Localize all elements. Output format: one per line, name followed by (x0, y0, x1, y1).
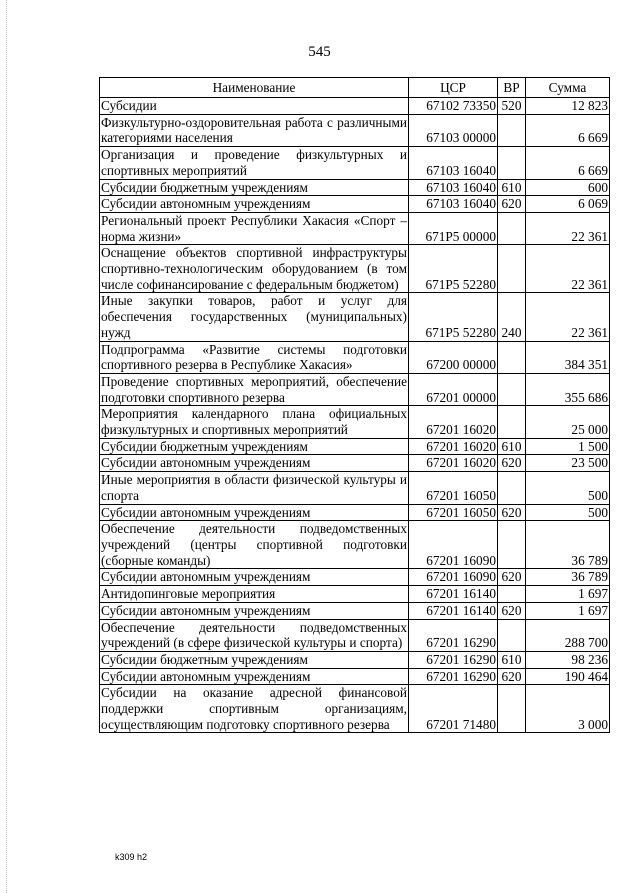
row-csr: 67201 16020 (409, 455, 498, 472)
page-number: 545 (308, 44, 331, 60)
table-row (100, 245, 610, 293)
row-name: Иные закупки товаров, работ и услуг для обеспечения государственных (муниципальных) нужд (101, 293, 407, 340)
row-csr: 67201 16050 (409, 504, 498, 521)
row-name: Региональный проект Республики Хакасия «Спорт – норма жизни» (101, 212, 407, 244)
table-row (100, 212, 610, 244)
table-row (100, 341, 610, 373)
row-name: Подпрограмма «Развитие системы подготовки спортивного резерва в Республике Хакасия» (101, 341, 407, 373)
row-vr (498, 212, 526, 244)
table-row (100, 455, 610, 472)
row-sum: 500 (526, 472, 610, 504)
row-vr (498, 114, 526, 146)
row-name: Субсидии на оказание адресной финансовой поддержки спортивным организациям, осуществляющим подготовку спортивного резерва (101, 685, 407, 732)
table-row (100, 438, 610, 455)
row-sum: 500 (526, 504, 610, 521)
table-row (100, 586, 610, 603)
row-name: Субсидии бюджетным учреждениям (100, 179, 409, 196)
row-csr: 67201 16020 (409, 406, 498, 438)
row-sum: 190 464 (526, 668, 610, 685)
table-row (100, 504, 610, 521)
table-row (100, 114, 610, 146)
row-vr (498, 341, 526, 373)
row-vr: 620 (498, 196, 526, 213)
row-csr: 671P5 00000 (409, 212, 498, 244)
row-vr: 610 (498, 438, 526, 455)
footer-code: k309 h2 (115, 852, 148, 862)
row-sum: 25 000 (526, 406, 610, 438)
row-name: Субсидии автономным учреждениям (100, 668, 409, 685)
row-vr: 620 (498, 455, 526, 472)
row-name: Оснащение объектов спортивной инфраструктуры спортивно-технологическим оборудованием (в том числе софинансирование с федеральным бюджетом) (101, 245, 407, 292)
row-name: Субсидии бюджетным учреждениям (100, 438, 409, 455)
row-sum: 98 236 (526, 651, 610, 668)
row-vr: 620 (498, 602, 526, 619)
row-vr (498, 586, 526, 603)
row-csr: 67103 16040 (409, 196, 498, 213)
table-row (100, 373, 610, 405)
row-sum: 1 697 (526, 586, 610, 603)
row-name: Субсидии бюджетным учреждениям (100, 651, 409, 668)
row-sum: 22 361 (526, 212, 610, 244)
row-csr: 671P5 52280 (409, 245, 498, 293)
row-sum: 22 361 (526, 293, 610, 341)
row-sum: 1 500 (526, 438, 610, 455)
row-sum: 6 669 (526, 114, 610, 146)
table-row (100, 685, 610, 733)
row-vr: 620 (498, 668, 526, 685)
row-name: Мероприятия календарного плана официальных физкультурных и спортивных мероприятий (101, 406, 407, 438)
header-csr: ЦСР (409, 78, 498, 98)
header-vr: ВР (498, 78, 526, 98)
row-sum: 22 361 (526, 245, 610, 293)
row-vr (498, 147, 526, 179)
row-vr: 240 (498, 293, 526, 341)
table-row (100, 472, 610, 504)
row-name: Антидопинговые мероприятия (100, 586, 409, 603)
row-name: Обеспечение деятельности подведомственных учреждений (в сфере физической культуры и спорта) (101, 619, 407, 651)
row-csr: 67201 71480 (409, 685, 498, 733)
row-sum: 600 (526, 179, 610, 196)
row-vr: 610 (498, 651, 526, 668)
row-csr: 67201 16020 (409, 438, 498, 455)
row-sum: 12 823 (526, 98, 610, 115)
table-row (100, 98, 610, 115)
row-name: Физкультурно-оздоровительная работа с различными категориями населения (101, 114, 407, 146)
row-sum: 36 789 (526, 521, 610, 569)
row-name: Субсидии автономным учреждениям (100, 455, 409, 472)
row-name: Организация и проведение физкультурных и спортивных мероприятий (101, 147, 407, 178)
row-sum: 23 500 (526, 455, 610, 472)
table-row (100, 196, 610, 213)
row-vr: 620 (498, 504, 526, 521)
row-csr: 67201 00000 (409, 373, 498, 405)
row-vr (498, 685, 526, 733)
row-csr: 67103 16040 (409, 147, 498, 179)
row-csr: 67201 16050 (409, 472, 498, 504)
row-sum: 355 686 (526, 373, 610, 405)
row-csr: 67201 16140 (409, 602, 498, 619)
table-row (100, 651, 610, 668)
row-vr (498, 472, 526, 504)
row-name: Обеспечение деятельности подведомственных учреждений (центры спортивной подготовки (сборные команды) (101, 521, 407, 568)
row-vr (498, 245, 526, 293)
row-sum: 6 069 (526, 196, 610, 213)
page-edge (6, 0, 8, 893)
row-name: Субсидии (100, 98, 409, 115)
row-csr: 67201 16140 (409, 586, 498, 603)
row-csr: 67201 16290 (409, 668, 498, 685)
table-row (100, 521, 610, 569)
row-csr: 671P5 52280 (409, 293, 498, 341)
row-name: Субсидии автономным учреждениям (100, 504, 409, 521)
row-csr: 67201 16090 (409, 569, 498, 586)
row-name: Субсидии автономным учреждениям (100, 569, 409, 586)
row-sum: 3 000 (526, 685, 610, 733)
table-row (100, 602, 610, 619)
row-name: Субсидии автономным учреждениям (100, 602, 409, 619)
table-row (100, 668, 610, 685)
row-csr: 67201 16290 (409, 619, 498, 651)
row-vr: 620 (498, 569, 526, 586)
header-sum: Сумма (526, 78, 610, 98)
table-row (100, 569, 610, 586)
table-row (100, 406, 610, 438)
row-csr: 67201 16290 (409, 651, 498, 668)
row-vr (498, 373, 526, 405)
row-sum: 36 789 (526, 569, 610, 586)
row-csr: 67103 00000 (409, 114, 498, 146)
row-name: Проведение спортивных мероприятий, обеспечение подготовки спортивного резерва (101, 373, 407, 405)
row-csr: 67200 00000 (409, 341, 498, 373)
table-row (100, 147, 610, 179)
row-sum: 288 700 (526, 619, 610, 651)
table-row (100, 179, 610, 196)
row-vr (498, 406, 526, 438)
row-sum: 6 669 (526, 147, 610, 179)
row-sum: 384 351 (526, 341, 610, 373)
row-csr: 67103 16040 (409, 179, 498, 196)
row-sum: 1 697 (526, 602, 610, 619)
row-name: Субсидии автономным учреждениям (100, 196, 409, 213)
budget-table (99, 77, 610, 733)
header-name: Наименование (100, 78, 409, 98)
table-row (100, 293, 610, 341)
row-vr: 520 (498, 98, 526, 115)
table-header-row (100, 78, 610, 98)
row-vr (498, 619, 526, 651)
row-csr: 67201 16090 (409, 521, 498, 569)
row-name: Иные мероприятия в области физической культуры и спорта (101, 472, 407, 503)
row-vr: 610 (498, 179, 526, 196)
row-vr (498, 521, 526, 569)
table-row (100, 619, 610, 651)
row-csr: 67102 73350 (409, 98, 498, 115)
